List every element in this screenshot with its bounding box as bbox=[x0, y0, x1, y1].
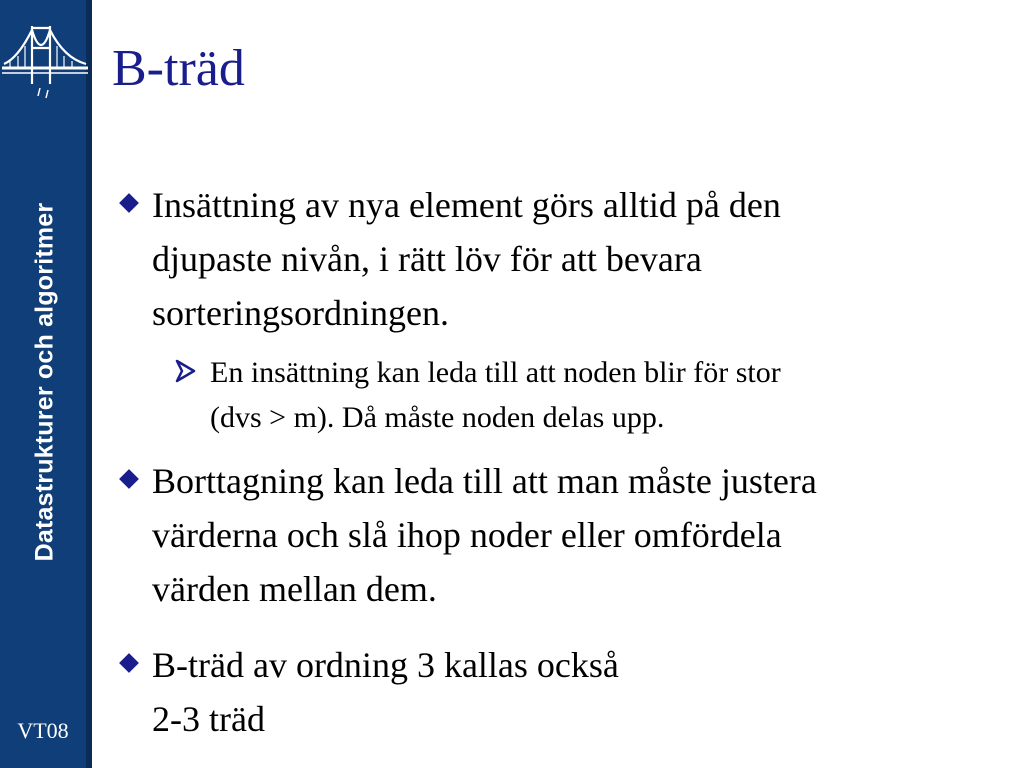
diamond-bullet-icon bbox=[119, 469, 139, 489]
bullet-line: djupaste nivån, i rätt löv för att bevara bbox=[152, 239, 702, 279]
bullet-item bbox=[114, 454, 1014, 616]
sub-bullet-line: (dvs > m). Då måste noden delas upp. bbox=[210, 401, 665, 434]
bullet-line: Borttagning kan leda till att man måste justera bbox=[152, 461, 817, 501]
arrow-bullet-icon bbox=[174, 359, 196, 383]
bridge-icon bbox=[2, 18, 88, 104]
sidebar-edge bbox=[86, 0, 92, 768]
sidebar-term-label: VT08 bbox=[17, 718, 69, 743]
bullet-line: 2-3 träd bbox=[152, 699, 265, 739]
sidebar-course-title: Datastrukturer och algoritmer bbox=[30, 202, 59, 562]
bullet-line: värden mellan dem. bbox=[152, 569, 437, 609]
sub-bullet-item bbox=[174, 350, 1014, 440]
bullet-item bbox=[114, 178, 1014, 340]
bullet-line: värderna och slå ihop noder eller omfördela bbox=[152, 515, 782, 555]
bullet-item bbox=[114, 638, 1014, 746]
bullet-line: sorteringsordningen. bbox=[152, 293, 449, 333]
diamond-bullet-icon bbox=[119, 193, 139, 213]
bullet-line: Insättning av nya element görs alltid på den bbox=[152, 185, 781, 225]
slide-title: B-träd bbox=[112, 40, 245, 97]
diamond-bullet-icon bbox=[119, 653, 139, 673]
bullet-line: B-träd av ordning 3 kallas också bbox=[152, 645, 619, 685]
sub-bullet-line: En insättning kan leda till att noden blir för stor bbox=[210, 356, 781, 389]
slide-content bbox=[114, 178, 1014, 746]
sidebar bbox=[0, 0, 92, 768]
